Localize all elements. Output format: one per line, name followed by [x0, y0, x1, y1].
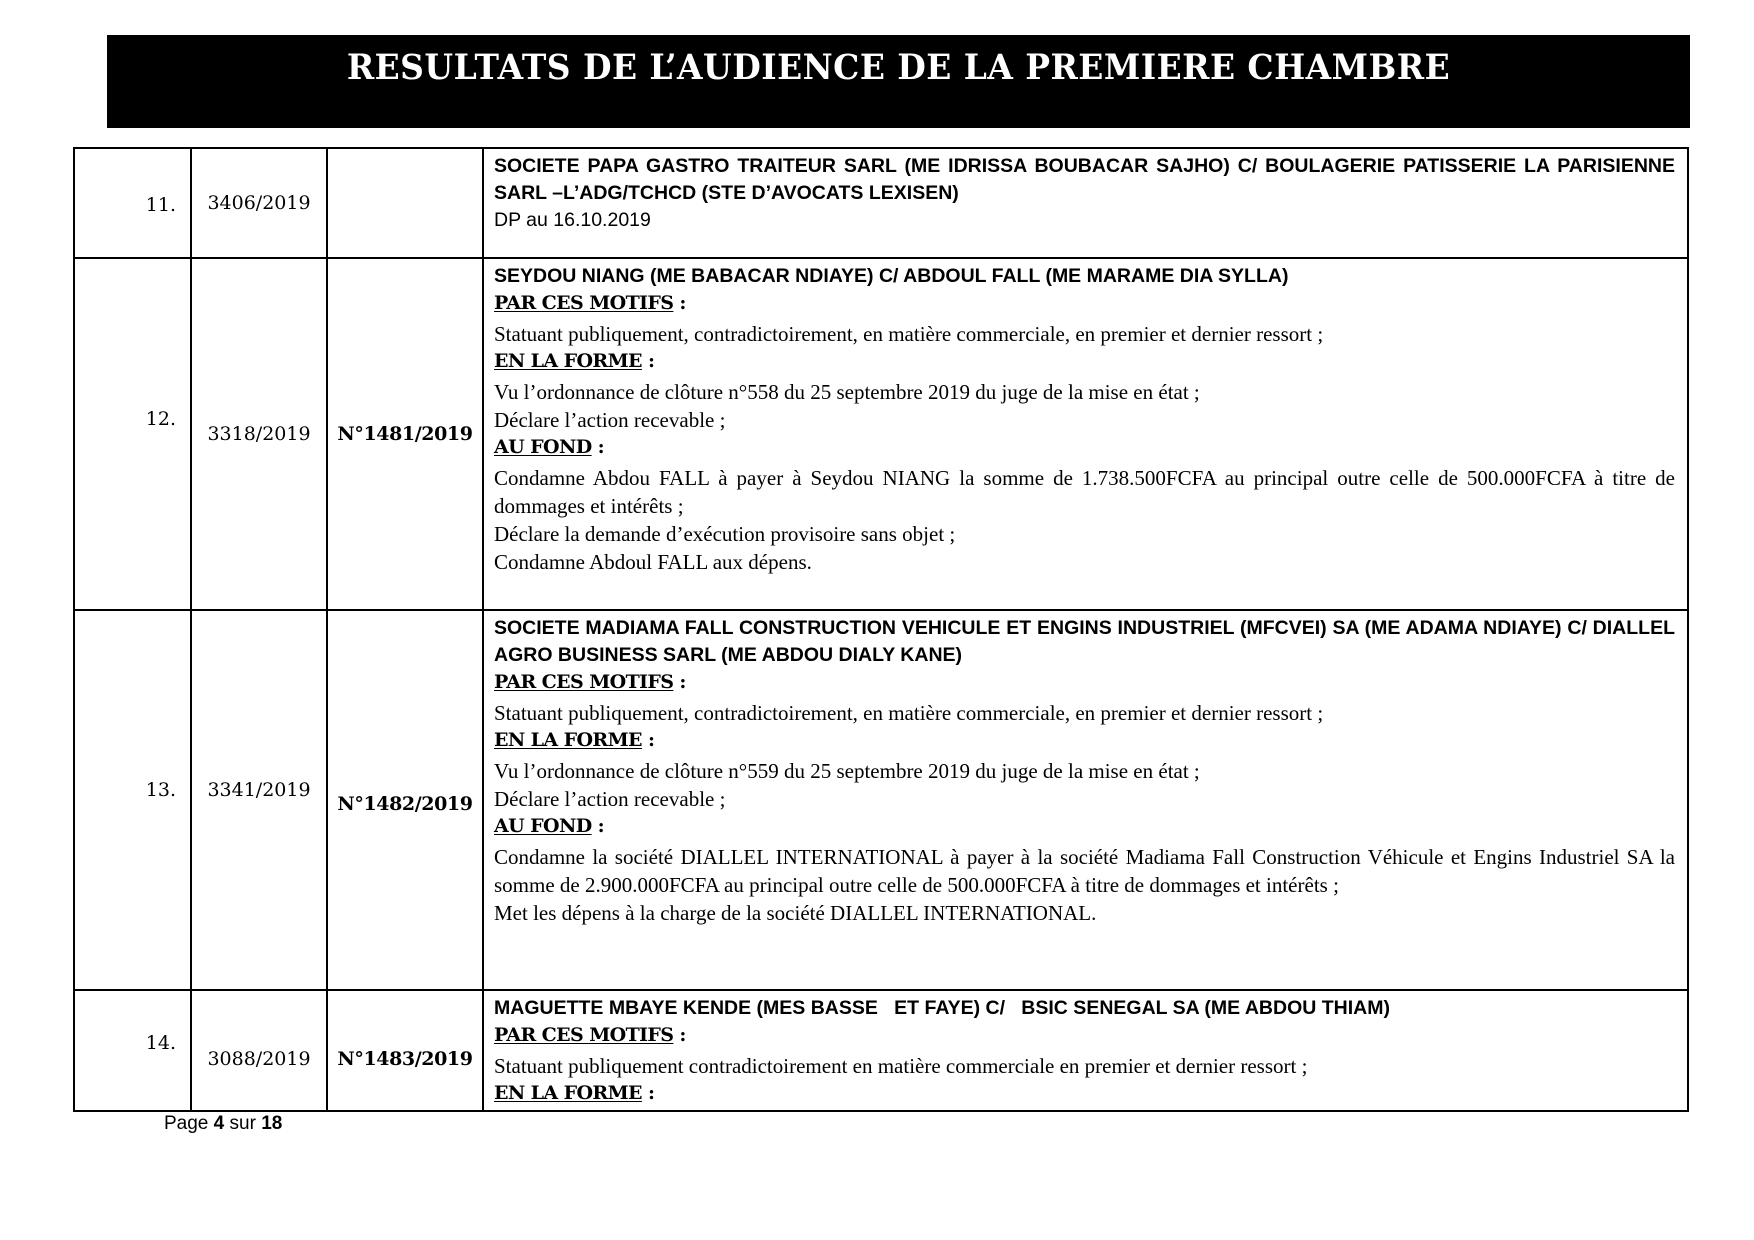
- section-heading-motifs: PAR CES MOTIFS :: [494, 671, 686, 693]
- section-heading-motifs: PAR CES MOTIFS :: [494, 292, 686, 314]
- case-rg-number: 3406/2019: [191, 148, 327, 258]
- case-parties: MAGUETTE MBAYE KENDE (MES BASSE ET FAYE) C/ BSIC SENEGAL SA (ME ABDOU THIAM): [494, 997, 1391, 1019]
- motifs-text: Statuant publiquement, contradictoirement, en matière commerciale, en premier et dernier ressort ;: [494, 701, 1324, 725]
- judgment-number: N°1482/2019: [327, 610, 483, 990]
- fond-line: Déclare la demande d’exécution provisoire sans objet ;: [494, 522, 956, 546]
- case-number: 13.: [74, 610, 191, 990]
- forme-line: Déclare l’action recevable ;: [494, 787, 726, 811]
- forme-line: Vu l’ordonnance de clôture n°559 du 25 septembre 2019 du juge de la mise en état ;: [494, 759, 1200, 783]
- case-rg-number: 3318/2019: [191, 258, 327, 610]
- case-rg-number: 3088/2019: [191, 990, 327, 1111]
- case-details: [483, 610, 1688, 990]
- forme-line: Vu l’ordonnance de clôture n°558 du 25 septembre 2019 du juge de la mise en état ;: [494, 380, 1200, 404]
- case-number: 11.: [74, 148, 191, 258]
- case-details: [483, 990, 1688, 1111]
- section-heading-fond: AU FOND :: [494, 436, 605, 458]
- page-number-footer: [164, 1113, 282, 1135]
- page-title: RESULTATS DE L’AUDIENCE DE LA PREMIERE CHAMBRE: [346, 47, 1451, 88]
- table-row: [74, 148, 1688, 258]
- page-total: 18: [261, 1113, 283, 1134]
- section-heading-forme: EN LA FORME :: [494, 1082, 655, 1104]
- page-header-banner: [107, 35, 1690, 128]
- page-current: 4: [213, 1113, 225, 1134]
- fond-line: Condamne Abdoul FALL aux dépens.: [494, 550, 812, 574]
- table-row: [74, 990, 1688, 1111]
- page-separator: sur: [229, 1113, 256, 1134]
- case-number: 14.: [74, 990, 191, 1111]
- judgment-number: N°1481/2019: [327, 258, 483, 610]
- case-parties: SEYDOU NIANG (ME BABACAR NDIAYE) C/ ABDOUL FALL (ME MARAME DIA SYLLA): [494, 265, 1289, 287]
- case-details: [483, 258, 1688, 610]
- case-rg-number: 3341/2019: [191, 610, 327, 990]
- table-row: [74, 610, 1688, 990]
- fond-line: Met les dépens à la charge de la société DIALLEL INTERNATIONAL.: [494, 901, 1097, 925]
- case-note: DP au 16.10.2019: [494, 209, 651, 231]
- judgment-number: [327, 148, 483, 258]
- section-heading-forme: EN LA FORME :: [494, 729, 655, 751]
- section-heading-forme: EN LA FORME :: [494, 350, 655, 372]
- case-parties: SOCIETE MADIAMA FALL CONSTRUCTION VEHICULE ET ENGINS INDUSTRIEL (MFCVEI) SA (ME ADAMA NDIAYE) C/ DIALLEL AGRO BUSINESS SARL (ME ABDOU DIALY KANE): [494, 617, 1675, 666]
- hearing-results-table: [73, 147, 1689, 1112]
- section-heading-fond: AU FOND :: [494, 815, 605, 837]
- fond-line: Condamne la société DIALLEL INTERNATIONAL à payer à la société Madiama Fall Construction Véhicule et Engins Industriel SA la somme de 2.900.000FCFA au principal outre celle de 500.000FCFA à titre de dommages et intérêts ;: [494, 845, 1675, 897]
- motifs-text: Statuant publiquement contradictoirement en matière commerciale en premier et dernier ressort ;: [494, 1054, 1308, 1078]
- case-parties: SOCIETE PAPA GASTRO TRAITEUR SARL (ME IDRISSA BOUBACAR SAJHO) C/ BOULAGERIE PATISSERIE LA PARISIENNE SARL –L’ADG/TCHCD (STE D’AVOCATS LEXISEN): [494, 155, 1675, 204]
- motifs-text: Statuant publiquement, contradictoirement, en matière commerciale, en premier et dernier ressort ;: [494, 322, 1324, 346]
- judgment-number: N°1483/2019: [327, 990, 483, 1111]
- table-row: [74, 258, 1688, 610]
- case-details: [483, 148, 1688, 258]
- forme-line: Déclare l’action recevable ;: [494, 408, 726, 432]
- page-label: Page: [164, 1113, 209, 1134]
- fond-line: Condamne Abdou FALL à payer à Seydou NIANG la somme de 1.738.500FCFA au principal outre celle de 500.000FCFA à titre de dommages et intérêts ;: [494, 466, 1675, 518]
- case-number: 12.: [74, 258, 191, 610]
- section-heading-motifs: PAR CES MOTIFS :: [494, 1024, 686, 1046]
